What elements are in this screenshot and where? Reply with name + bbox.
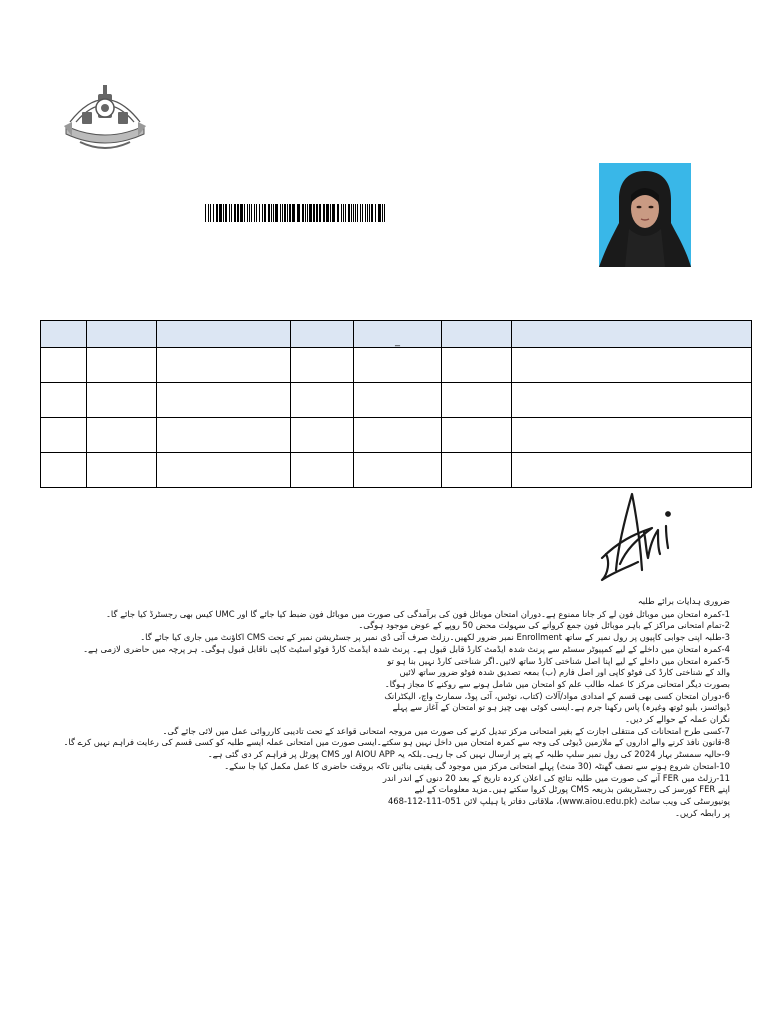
table-cell bbox=[157, 348, 291, 383]
barcode-bar bbox=[275, 204, 278, 222]
barcode-bar bbox=[262, 204, 263, 222]
barcode-bar bbox=[244, 204, 245, 222]
table-header-cell bbox=[291, 321, 354, 348]
table-header-cell bbox=[512, 321, 752, 348]
barcode-bar bbox=[337, 204, 339, 222]
barcode-bar bbox=[326, 204, 329, 222]
instruction-item: 9-حالیہ سمسٹر بہار 2024 کی رول نمبر سلپ طلبہ کے پتے پر ارسال نہیں کی جا رہی۔بلکہ یہ AIOU APP اور CMS پورٹل پر فراہم کر دی گئی ہے۔ bbox=[207, 749, 730, 760]
instruction-item: 10-امتحان شروع ہونے سے نصف گھنٹہ (30 منٹ) پہلے امتحانی مرکز میں موجود گی یقینی بنائیں تاکہ بروقت حاضری کا عمل مکمل کیا جا سکے۔ bbox=[224, 760, 730, 771]
barcode-bar bbox=[343, 204, 344, 222]
barcode-bar bbox=[284, 204, 286, 222]
instruction-item: 11-رزلٹ میں FER آنے کی صورت میں طلبہ نتائج کی اعلان کردہ تاریخ کے بعد 20 دنوں کے اندر اندر اپنے FER کورسز کی رجسٹریشن بذریعہ CMS پورٹل کروا سکتے ہیں۔مزید معلومات کے لیے یونیورسٹی کی ویب سائٹ (www.aiou.edu.pk)، ملاقاتی دفاتر یا ہیلپ لائن 051-111-112-468 پر رابطہ کریں۔ bbox=[382, 772, 730, 818]
table-cell bbox=[157, 418, 291, 453]
table-cell bbox=[87, 348, 157, 383]
table-cell bbox=[41, 383, 87, 418]
table-header-cell bbox=[87, 321, 157, 348]
barcode-bar bbox=[292, 204, 295, 222]
barcode-bar bbox=[353, 204, 354, 222]
barcode-bar bbox=[287, 204, 288, 222]
instructions-heading: ضروری ہدایات برائے طلبہ bbox=[637, 596, 730, 606]
table-row bbox=[41, 383, 752, 418]
barcode-bar bbox=[256, 204, 257, 222]
barcode-bar bbox=[341, 204, 342, 222]
barcode-bar bbox=[357, 204, 358, 222]
barcode-bar bbox=[316, 204, 318, 222]
table-cell bbox=[291, 348, 354, 383]
barcode-bar bbox=[323, 204, 325, 222]
instruction-item: 6-دوران امتحان کسی بھی قسم کے امدادی مواد/آلات (کتاب، نوٹس، آئی پوڈ، سمارٹ واچ، الیکٹرانک ڈیوائسز، بلیو ٹوتھ وغیرہ) پاس رکھنا جرم ہے۔ایسی کوئی بھی چیز ہو تو امتحان کے آغاز سے پہلے نگران عملہ کے حوالے کر دیں۔ bbox=[384, 690, 730, 725]
barcode-bar bbox=[378, 204, 381, 222]
barcode-bar bbox=[313, 204, 315, 222]
barcode-bar bbox=[229, 204, 230, 222]
table-cell bbox=[41, 418, 87, 453]
barcode-bar bbox=[302, 204, 304, 222]
table-cell bbox=[442, 383, 512, 418]
table-header-cell: _ bbox=[354, 321, 442, 348]
barcode-bar bbox=[319, 204, 321, 222]
barcode-bar bbox=[223, 204, 224, 222]
barcode-bar bbox=[210, 204, 211, 222]
barcode-bar bbox=[247, 204, 248, 222]
table-cell bbox=[512, 453, 752, 488]
barcode-bar bbox=[362, 204, 363, 222]
instruction-item: 2-تمام امتحانی مراکز کے باہر موبائل فون جمع کروانے کی سہولت محض 50 روپے کے عوض موجود ہوگی۔ bbox=[358, 620, 730, 631]
barcode-bar bbox=[382, 204, 383, 222]
barcode-bar bbox=[348, 204, 350, 222]
barcode-bar bbox=[254, 204, 255, 222]
table-cell bbox=[512, 348, 752, 383]
table-header-row bbox=[41, 321, 752, 348]
barcode-bar bbox=[280, 204, 281, 222]
table-header-cell bbox=[442, 321, 512, 348]
barcode-bar bbox=[216, 204, 218, 222]
table-cell bbox=[512, 383, 752, 418]
barcode-bar bbox=[384, 204, 385, 222]
table-cell bbox=[157, 453, 291, 488]
barcode-bar bbox=[289, 204, 291, 222]
barcode-bar bbox=[365, 204, 366, 222]
barcode-bar bbox=[307, 204, 308, 222]
barcode-bar bbox=[264, 204, 266, 222]
barcode-bar bbox=[371, 204, 373, 222]
barcode-bar bbox=[271, 204, 272, 222]
barcode-bar bbox=[231, 204, 232, 222]
table-cell bbox=[442, 418, 512, 453]
university-logo bbox=[60, 82, 150, 156]
barcode-bar bbox=[249, 204, 250, 222]
candidate-signature bbox=[596, 488, 678, 584]
instruction-item: 3-طلبہ اپنی جوابی کاپیوں پر رول نمبر کے ساتھ Enrollment نمبر ضرور لکھیں۔رزلٹ صرف آئی ڈی نمبر پر جسٹریشن نمبر کے تحت CMS اکاؤنٹ میں جاری کیا جائے گا۔ bbox=[140, 632, 730, 643]
barcode-bar bbox=[282, 204, 283, 222]
instruction-item: 5-کمرہ امتحان میں داخلے کے لیے اپنا اصل شناختی کارڈ ساتھ لائیں۔اگر شناختی کارڈ نہیں بنا ہو تو والد کے شناختی کارڈ کی فوٹو کاپی اور اصل فارم (ب) بمعہ تصدیق شدہ فوٹو ضرور ساتھ لائیں بصورت دیگر امتحانی مرکز کا عملہ طالب علم کو امتحان میں شامل ہونے سے روکنے کا مجاز ہوگا۔ bbox=[384, 655, 730, 689]
table-cell bbox=[87, 453, 157, 488]
instructions-block bbox=[63, 596, 730, 819]
barcode-bar bbox=[259, 204, 260, 222]
table-header-cell bbox=[41, 321, 87, 348]
table-cell bbox=[354, 348, 442, 383]
table-cell bbox=[157, 383, 291, 418]
barcode-bar bbox=[225, 204, 227, 222]
barcode-bar bbox=[251, 204, 252, 222]
barcode-bar bbox=[330, 204, 331, 222]
exam-schedule-table bbox=[40, 320, 752, 488]
barcode-bar bbox=[213, 204, 214, 222]
table-row bbox=[41, 418, 752, 453]
candidate-photo bbox=[599, 163, 691, 267]
barcode-bar bbox=[360, 204, 361, 222]
table-cell bbox=[354, 383, 442, 418]
table-cell bbox=[512, 418, 752, 453]
table-cell bbox=[87, 418, 157, 453]
table-cell bbox=[41, 348, 87, 383]
table-cell bbox=[354, 418, 442, 453]
barcode-bar bbox=[351, 204, 352, 222]
barcode-bar bbox=[240, 204, 243, 222]
table-cell bbox=[291, 418, 354, 453]
barcode-bar bbox=[305, 204, 306, 222]
table-cell bbox=[291, 383, 354, 418]
table-cell bbox=[442, 348, 512, 383]
barcode-bar bbox=[367, 204, 368, 222]
barcode-bar bbox=[297, 204, 300, 222]
barcode-bar bbox=[208, 204, 209, 222]
barcode-bar bbox=[234, 204, 236, 222]
table-row bbox=[41, 453, 752, 488]
barcode-bar bbox=[369, 204, 370, 222]
instruction-item: 4-کمرہ امتحان میں داخلے کے لیے کمپیوٹر سسٹم سے پرنٹ شدہ ایڈمٹ کارڈ قابل قبول ہے۔ پرنٹ شدہ ایڈمٹ کارڈ فوٹو اسٹیٹ کاپی ناقابل قبول ہوگی۔ ہر پرچہ میں حاضری لازمی ہے۔ bbox=[83, 643, 730, 654]
barcode-bar bbox=[268, 204, 270, 222]
table-header-cell bbox=[157, 321, 291, 348]
table-cell bbox=[87, 383, 157, 418]
table-cell bbox=[354, 453, 442, 488]
barcode-bar bbox=[237, 204, 239, 222]
table-cell bbox=[291, 453, 354, 488]
barcode-bar bbox=[332, 204, 335, 222]
barcode-bar bbox=[309, 204, 312, 222]
instruction-item: 7-کسی طرح امتحانات کی منتقلی اجازت کے بغیر امتحانی مرکز تبدیل کرنے کی صورت میں مروجہ امتحانی قواعد کے تحت تادیبی کارروائی عمل میں لائی جائے گی۔ bbox=[162, 725, 730, 736]
barcode-bar bbox=[355, 204, 356, 222]
barcode-bar bbox=[219, 204, 222, 222]
instruction-item: 8-قانون نافذ کرنے والے اداروں کے ملازمین ڈیوٹی کی وجہ سے کمرہ امتحان میں داخل نہیں ہو سکتے۔ایسی صورت میں امتحانی عملہ ایسے طلبہ کو کسی قسم کی رعایت فراہم نہیں کرے گا۔ bbox=[63, 737, 730, 748]
instruction-item: 1-کمرہ امتحان میں موبائل فون لے کر جانا ممنوع ہے۔دوران امتحان موبائل فون کی برآمدگی کی صورت میں موبائل فون ضبط کیا جائے گا اور UMC کیس بھی رجسٹرڈ کیا جائے گا۔ bbox=[106, 608, 730, 619]
table-cell bbox=[442, 453, 512, 488]
barcode-bar bbox=[205, 204, 206, 222]
table-cell bbox=[41, 453, 87, 488]
barcode-bar bbox=[375, 204, 376, 222]
barcode-bar bbox=[273, 204, 274, 222]
barcode-bar bbox=[345, 204, 346, 222]
roll-number-barcode bbox=[205, 204, 385, 222]
table-row bbox=[41, 348, 752, 383]
